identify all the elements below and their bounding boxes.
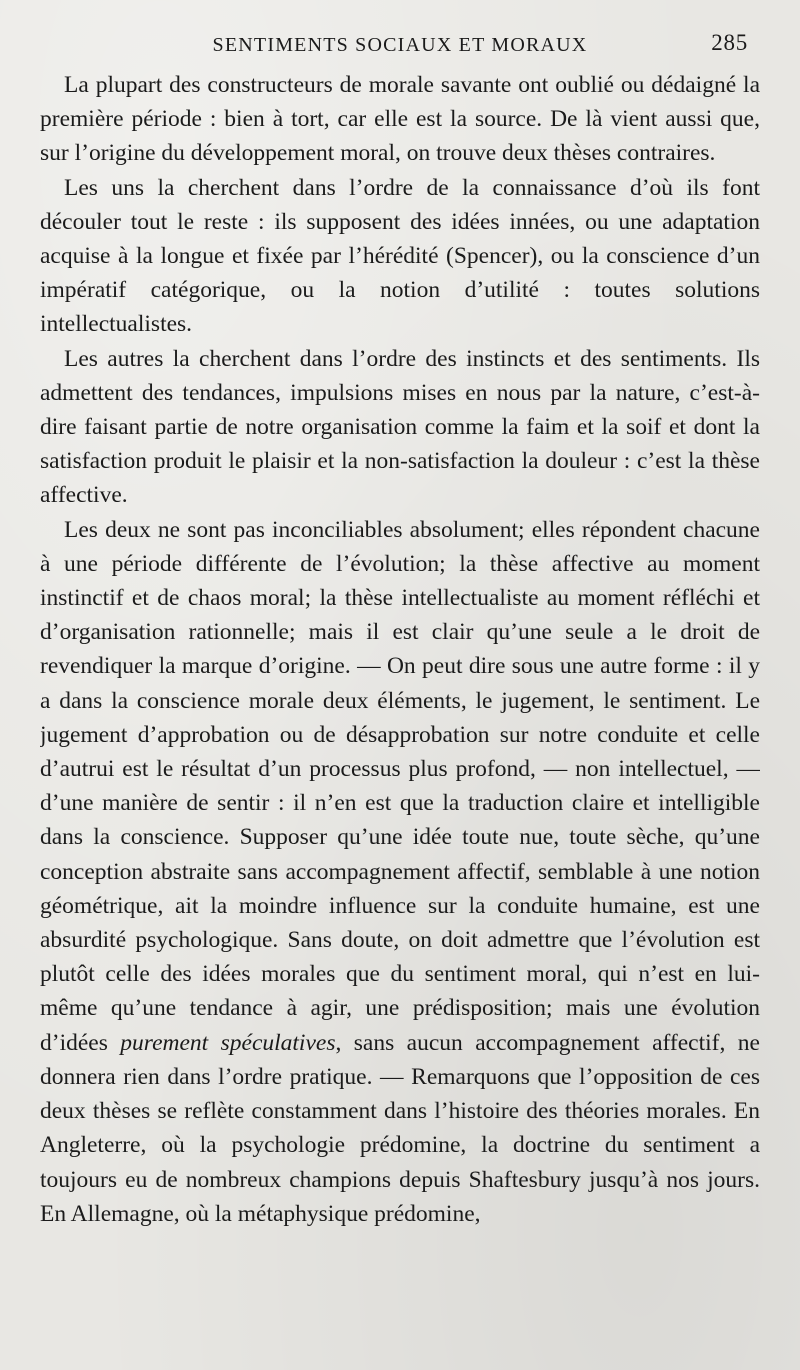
body-text xyxy=(40,68,760,1231)
running-title: SENTIMENTS SOCIAUX ET MORAUX xyxy=(212,34,588,56)
paragraph-4 xyxy=(40,513,760,1231)
paragraph-3: Les autres la cherchent dans l’ordre des instincts et des sentiments. Ils admettent des tendances, impulsions mises en nous par la nature, c’est-à-dire faisant partie de notre organisation comme la faim et la soif et dont la satisfaction produit le plaisir et la non-satisfaction la douleur : c’est la thèse affective. xyxy=(40,345,760,509)
paragraph-4-part-1: Les deux ne sont pas inconciliables absolument; elles répondent chacune à une période différente de l’évolution; la thèse affective au moment instinctif et de chaos moral; la thèse intellectualiste au moment réfléchi et d’organisation rationnelle; mais il est clair qu’une seule a le droit de revendiquer la marque d’origine. — On peut dire sous une autre forme : il y a dans la conscience morale deux éléments, le jugement, le sentiment. Le jugement d’approbation ou de désapprobation sur notre conduite et celle d’autrui est le résultat d’un processus plus profond, — non intellectuel, — d’une manière de sentir : il n’en est que la traduction claire et intelligible dans la conscience. Supposer qu’une idée toute nue, toute sèche, qu’une conception abstraite sans accompagnement affectif, semblable à une notion géométrique, ait la moindre influence sur la conduite humaine, est une absurdité psychologique. Sans doute, on doit admettre que l’évolution est plutôt celle des idées morales que du sentiment moral, qui n’est en lui-même qu’une tendance à agir, une prédisposition; mais une évolution d’idées xyxy=(40,516,760,1056)
paragraph-4-part-2: , sans aucun accompagnement affectif, ne donnera rien dans l’ordre pratique. — Remarquons que l’opposition de ces deux thèses se reflète constamment dans l’histoire des théories morales. En Angleterre, où la psychologie prédomine, la doctrine du sentiment a toujours eu de nombreux champions depuis Shaftesbury jusqu’à nos jours. En Allemagne, où la métaphysique prédomine, xyxy=(40,1029,760,1227)
paragraph-1: La plupart des constructeurs de morale savante ont oublié ou dédaigné la première période : bien à tort, car elle est la source. De là vient aussi que, sur l’origine du développement moral, on trouve deux thèses contraires. xyxy=(40,72,760,167)
paragraph-2: Les uns la cherchent dans l’ordre de la connaissance d’où ils font découler tout le reste : ils supposent des idées innées, ou une adaptation acquise à la longue et fixée par l’hérédité (Spencer), ou la conscience d’un impératif catégorique, ou la notion d’utilité : toutes solutions intellectualistes. xyxy=(40,174,760,338)
running-head xyxy=(40,28,760,68)
book-page xyxy=(40,28,760,1348)
page-number: 285 xyxy=(711,30,748,55)
paragraph-4-italic: purement spéculatives xyxy=(120,1029,336,1056)
